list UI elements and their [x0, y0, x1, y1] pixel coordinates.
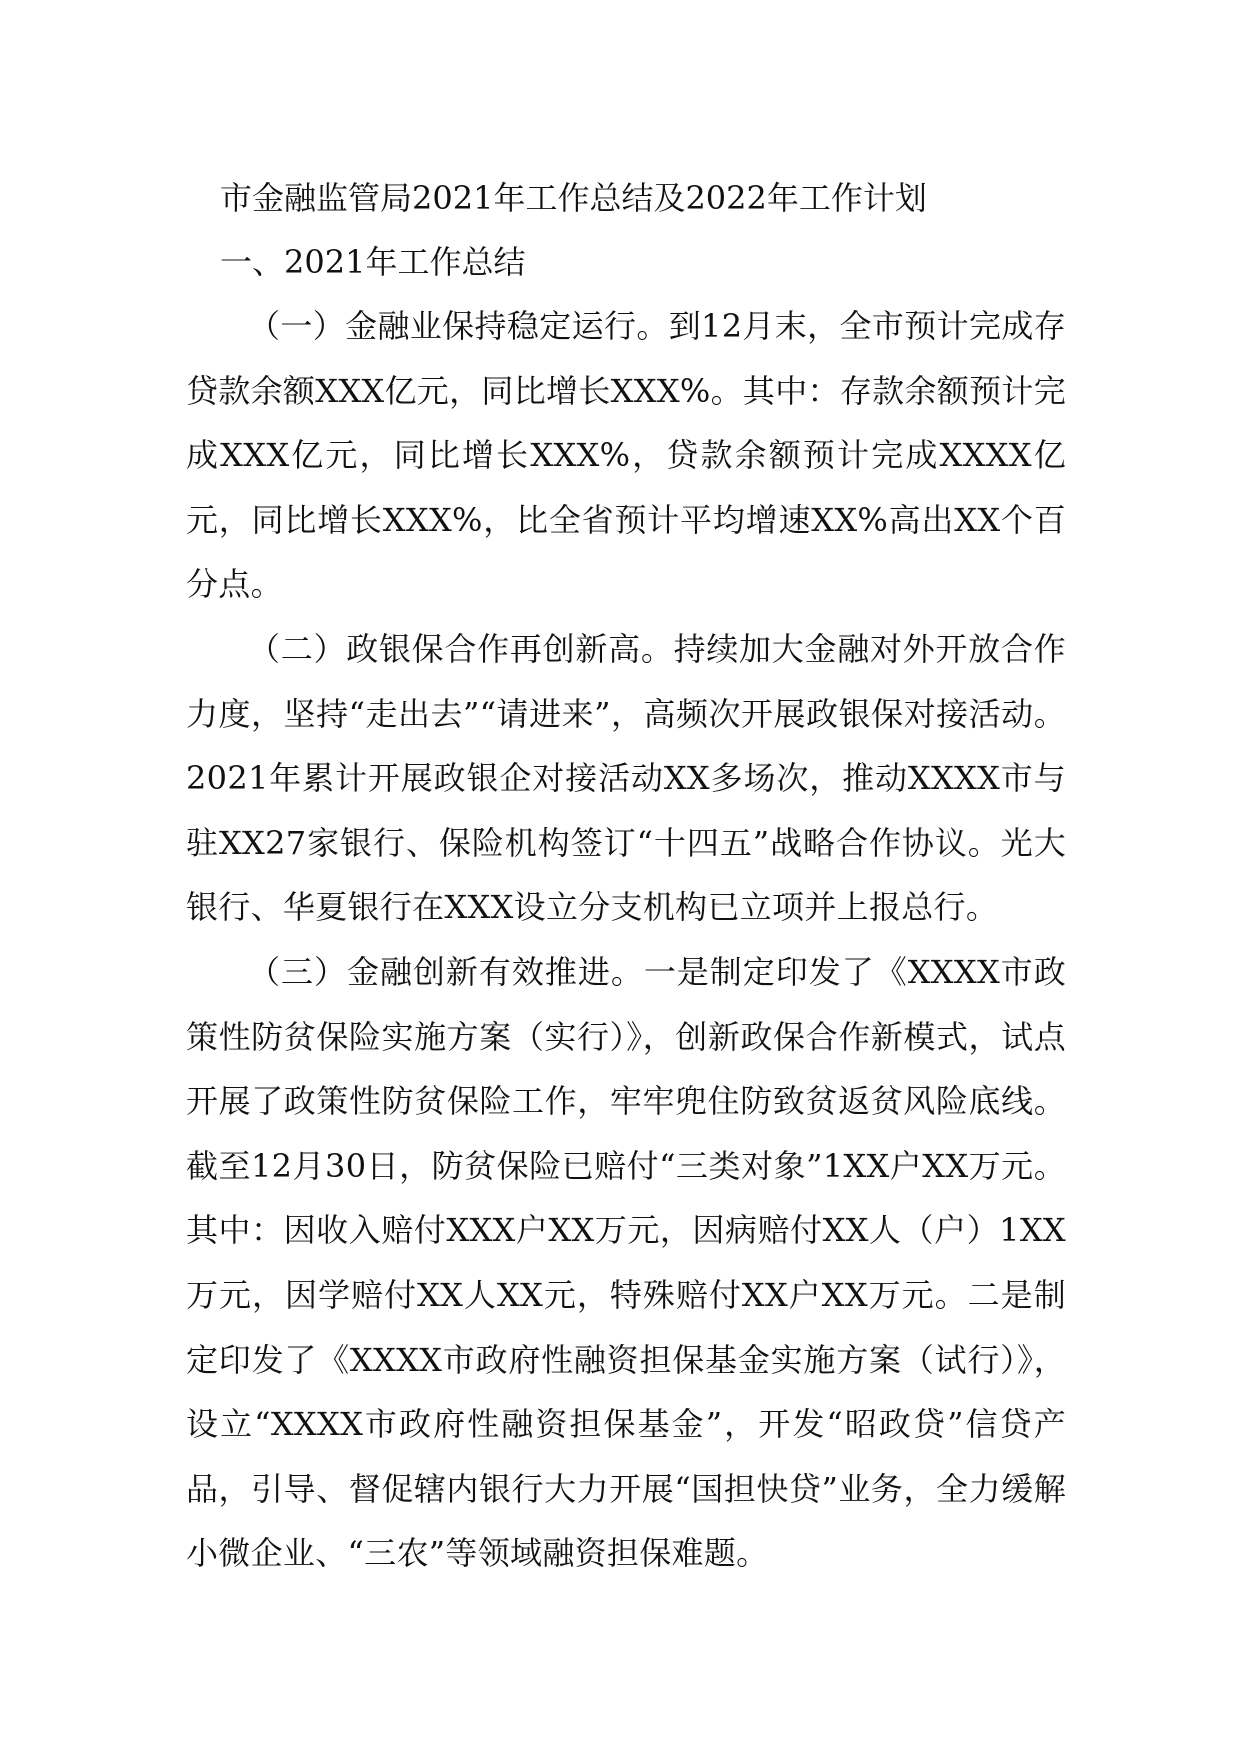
- document-body: [186, 166, 1066, 1586]
- paragraph-3: （三）金融创新有效推进。一是制定印发了《XXXX市政策性防贫保险实施方案（实行）》，创新政保合作新模式，试点开展了政策性防贫保险工作，牢牢兜住防致贫返贫风险底线。截至12月30日，防贫保险已赔付“三类对象”1XX户XX万元。其中：因收入赔付XXX户XX万元，因病赔付XX人（户）1XX万元，因学赔付XX人XX元，特殊赔付XX户XX万元。二是制定印发了《XXXX市政府性融资担保基金实施方案（试行）》，设立“XXXX市政府性融资担保基金”，开发“昭政贷”信贷产品，引导、督促辖内银行大力开展“国担快贷”业务，全力缓解小微企业、“三农”等领域融资担保难题。: [186, 952, 1066, 1573]
- paragraph-1: （一）金融业保持稳定运行。到12月末，全市预计完成存贷款余额XXX亿元，同比增长XXX%。其中：存款余额预计完成XXX亿元，同比增长XXX%，贷款余额预计完成XXXX亿元，同比增长XXX%，比全省预计平均增速XX%高出XX个百分点。: [186, 307, 1066, 604]
- paragraph-2: （二）政银保合作再创新高。持续加大金融对外开放合作力度，坚持“走出去”“请进来”，高频次开展政银保对接活动。2021年累计开展政银企对接活动XX多场次，推动XXXX市与驻XX27家银行、保险机构签订“十四五”战略合作协议。光大银行、华夏银行在XXX设立分支机构已立项并上报总行。: [186, 629, 1066, 927]
- section-heading: 一、2021年工作总结: [220, 243, 526, 281]
- document-title: 市金融监管局2021年工作总结及2022年工作计划: [220, 179, 927, 217]
